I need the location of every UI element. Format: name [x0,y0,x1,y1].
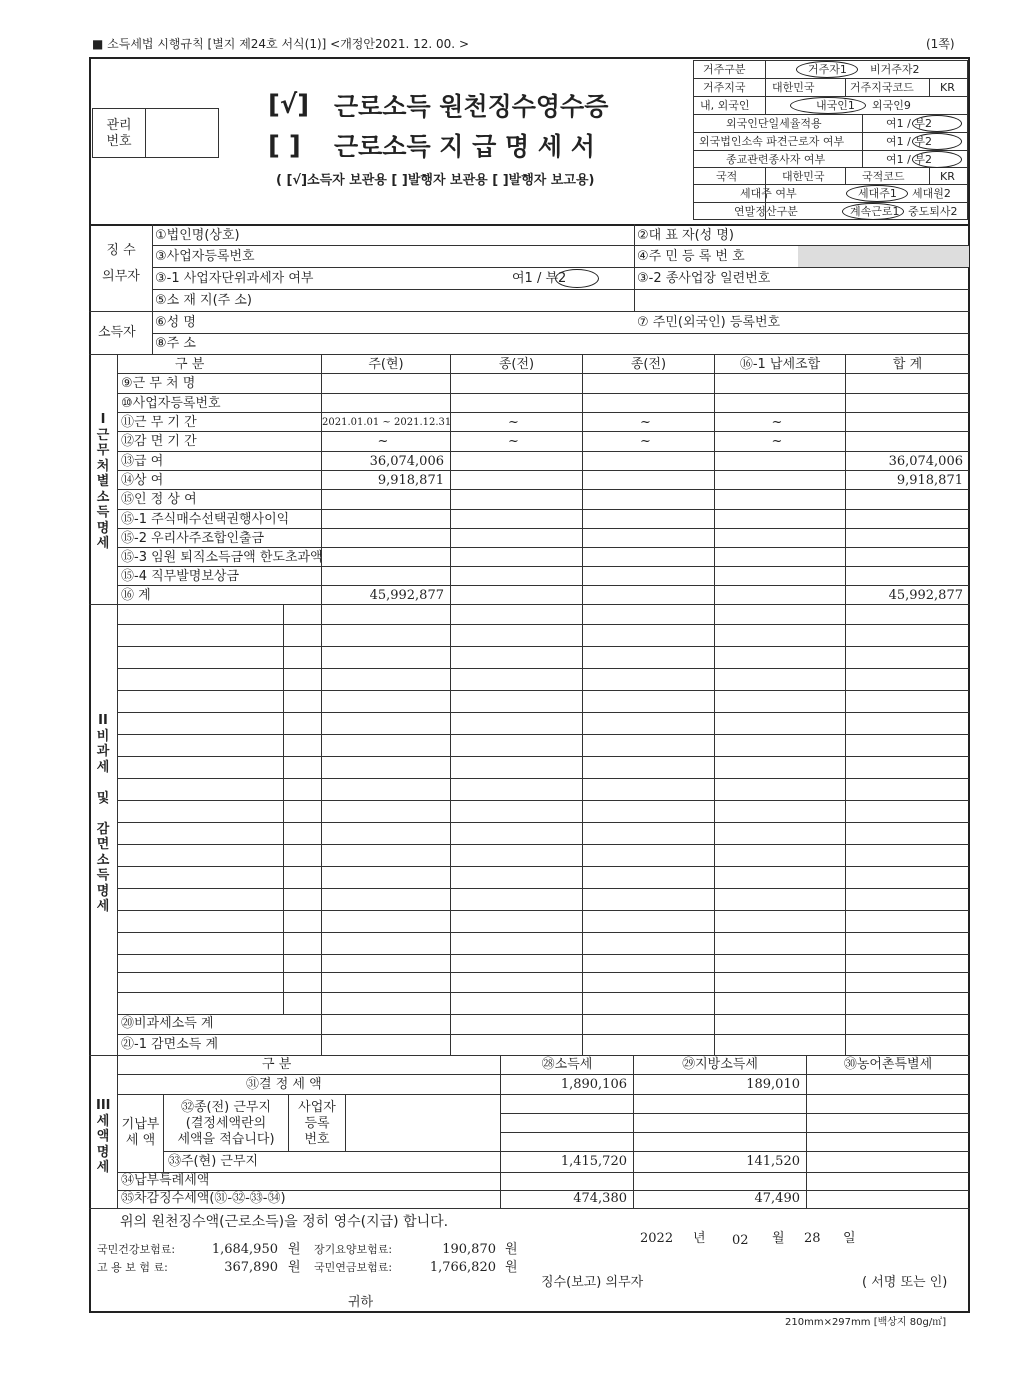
domestic-option[interactable]: 내국인1 [816,99,855,112]
employment-insurance-value: 367,890 [224,1260,278,1275]
health-insurance-value: 1,684,950 [211,1242,278,1257]
section1-column-current: 주(현) [368,357,404,372]
health-insurance-label: 국민건강보험료: [97,1243,176,1256]
unit-taxation-label: ③-1 사업자단위과세자 여부 [155,271,314,286]
selected-mark [912,133,962,150]
flat-rate-value[interactable]: 여1 / 부2 [886,117,932,130]
section3-column-category: 구 분 [262,1057,292,1072]
title-receipt: 근로소득 원천징수영수증 [334,92,609,121]
section1-row-label: ⑭상 여 [121,473,164,488]
masked-registration-number [798,246,969,267]
section1-row-label: ⑮-2 우리사주조합인출금 [121,531,265,546]
section1-column-category: 구 분 [175,357,205,372]
section1-row-label: ⑩사업자등록번호 [121,396,221,411]
title-check-receipt[interactable]: [√] [268,90,310,120]
income-tax-column: ㉘소득세 [541,1057,593,1072]
section1-column-previous-1: 종(전) [498,357,535,372]
net-income-tax: 474,380 [573,1191,627,1206]
section1-row-label: ⑮-1 주식매수선택권행사이익 [121,512,290,527]
nonresident-option[interactable]: 비거주자2 [870,63,920,76]
section1-vertical-label: I 근 무 처 별 소 득 명 세 [96,412,110,551]
selected-mark [796,61,858,78]
unit-taxation-value[interactable]: 여1 / 부2 [512,271,567,286]
selected-mark [842,203,904,220]
ltc-insurance-value: 190,870 [442,1242,496,1257]
dispatched-worker-value[interactable]: 여1 / 부2 [886,135,932,148]
date-year-unit: 년 [693,1231,706,1246]
section1-row-label: ⑨근 무 처 명 [121,376,196,391]
net-collected-tax-label: ㉟차감징수세액(㉛-㉜-㉝-㉞) [121,1191,286,1206]
religious-worker-label: 종교관련종사자 여부 [726,153,826,166]
recipient-label: 귀하 [348,1295,374,1310]
representative-label: ②대 표 자(성 명) [637,228,734,243]
selected-mark [912,151,962,168]
previous-workplace-label: ㉜종(전) 근무지 (결정세액란의 세액을 적습니다) [177,1100,275,1147]
prepaid-tax-label: 기납부 세 액 [121,1117,160,1148]
section1-column-total: 합 계 [892,357,923,372]
section1-cell: ~ [771,415,783,430]
earner-name-label: ⑥성 명 [155,315,196,330]
earner-address-label: ⑧주 소 [155,336,196,351]
section1-cell: ~ [508,434,519,449]
signature-label: ( 서명 또는 인) [862,1275,948,1290]
section1-row-label: ⑮인 정 상 여 [121,492,197,507]
section1-row-label: ⑬급 여 [121,454,164,469]
copy-type-note: ( [√]소득자 보관용 [ ]발행자 보관용 [ ]발행자 보고용) [276,173,595,188]
continuous-option[interactable]: 계속근로1 [850,205,900,218]
title-check-statement[interactable]: [ ] [268,131,301,161]
current-local-tax: 141,520 [746,1154,800,1169]
page-number: (1쪽) [926,37,955,51]
section1-cell: 45,992,877 [369,588,444,603]
section1-cell: ~ [508,415,519,430]
rural-tax-column: ㉚농어촌특별세 [843,1057,933,1072]
flat-rate-label: 외국인단일세율적용 [726,117,822,130]
won-unit: 원 [505,1260,518,1275]
nationality-type-label: 내, 외국인 [700,99,750,112]
section1-column-previous-2: 종(전) [630,357,667,372]
nationality-value: 대한민국 [782,170,825,183]
current-workplace-label: ㉝주(현) 근무지 [168,1154,259,1169]
section1-row-label: ⑮-4 직무발명보상금 [121,569,240,584]
foreign-option[interactable]: 외국인9 [872,99,911,112]
residency-label: 거주구분 [703,63,746,76]
section1-cell: 2021.01.01 ~ 2021.12.31 [322,417,452,428]
special-payment-label: ㉞납부특례세액 [121,1173,210,1188]
withholding-obligor-label: 징수(보고) 의무자 [541,1275,644,1290]
section1-column-union: ⑯-1 납세조합 [739,357,821,372]
section1-cell: 9,918,871 [377,473,444,488]
management-number-label: 관리 번호 [106,118,132,149]
withholder-section-label: 징 수 의무자 [102,243,140,284]
resident-number-label: ④주 민 등 록 번 호 [637,249,745,264]
selected-mark [912,115,962,132]
nationality-code-label: 국적코드 [862,170,905,183]
selected-mark [790,97,866,114]
date-year: 2022 [640,1231,674,1246]
householder-label: 세대주 여부 [740,187,797,200]
selected-mark [846,185,908,202]
residence-code-value: KR [940,81,955,94]
date-day: 28 [804,1231,821,1246]
settlement-type-label: 연말정산구분 [734,205,798,218]
household-member-option[interactable]: 세대원2 [912,187,951,200]
business-number-label: ③사업자등록번호 [155,249,255,264]
householder-option[interactable]: 세대주1 [858,187,897,200]
residence-country-value: 대한민국 [772,81,815,94]
reduced-total-label: ㉑-1 감면소득 계 [121,1037,219,1052]
residence-country-label: 거주지국 [703,81,746,94]
pension-label: 국민연금보험료: [314,1261,393,1274]
nontaxable-total-label: ⑳비과세소득 계 [121,1016,214,1031]
section1-cell: ~ [640,415,651,430]
company-name-label: ①법인명(상호) [155,228,240,243]
won-unit: 원 [288,1260,301,1275]
section2-vertical-label: II 비 과 세 및 감 면 소 득 명 세 [96,713,110,914]
selected-mark [555,269,599,288]
receipt-statement: 위의 원천징수액(근로소득)을 정히 영수(지급) 합니다. [120,1214,449,1230]
midyear-option[interactable]: 중도퇴사2 [908,205,958,218]
title-statement: 근로소득 지 급 명 세 서 [334,132,595,161]
employment-insurance-label: 고 용 보 험 료: [97,1261,168,1274]
earner-section-label: 소득자 [98,325,136,340]
paper-spec: 210mm×297mm [백상지 80g/㎡] [785,1317,947,1328]
section1-cell: ~ [640,434,651,449]
residence-code-label: 거주지국코드 [850,81,914,94]
branch-serial-label: ③-2 종사업장 일련번호 [637,271,771,286]
section1-cell: 36,074,006 [369,454,444,469]
dispatched-worker-label: 외국법인소속 파견근로자 여부 [699,135,845,148]
date-day-unit: 일 [843,1231,856,1246]
determined-income-tax: 1,890,106 [560,1077,627,1092]
section1-cell: ~ [771,434,783,449]
section1-cell: 36,074,006 [888,454,963,469]
resident-option[interactable]: 거주자1 [808,63,847,76]
earner-id-label: ⑦ 주민(외국인) 등록번호 [637,315,781,330]
section3-vertical-label: III 세 액 명 세 [96,1098,111,1175]
section1-cell: 9,918,871 [896,473,963,488]
nationality-label: 국적 [716,170,738,183]
determined-tax-label: ㉛결 정 세 액 [246,1077,322,1092]
current-income-tax: 1,415,720 [560,1154,627,1169]
nationality-code-value: KR [940,170,955,183]
local-tax-column: ㉙지방소득세 [682,1057,758,1072]
business-number-label-s3: 사업자 등록 번호 [298,1100,336,1147]
determined-local-tax: 189,010 [746,1077,800,1092]
section1-cell: 45,992,877 [888,588,963,603]
address-label: ⑤소 재 지(주 소) [155,293,252,308]
section1-row-label: ⑫감 면 기 간 [121,434,197,449]
won-unit: 원 [288,1242,301,1257]
section1-cell: ~ [377,434,389,449]
section1-row-label: ⑮-3 임원 퇴직소득금액 한도초과액 [121,550,323,565]
date-month-unit: 월 [772,1231,785,1246]
section1-row-label: ⑯ 계 [121,588,151,603]
law-reference: ■ 소득세법 시행규칙 [별지 제24호 서식(1)] <개정안2021. 12. 00. > [92,37,469,51]
date-month: 02 [732,1233,749,1248]
won-unit: 원 [505,1242,518,1257]
section1-row-label: ⑪근 무 기 간 [121,415,197,430]
net-local-tax: 47,490 [754,1191,800,1206]
pension-value: 1,766,820 [429,1260,496,1275]
religious-worker-value[interactable]: 여1 / 부2 [886,153,932,166]
ltc-insurance-label: 장기요양보험료: [314,1243,393,1256]
